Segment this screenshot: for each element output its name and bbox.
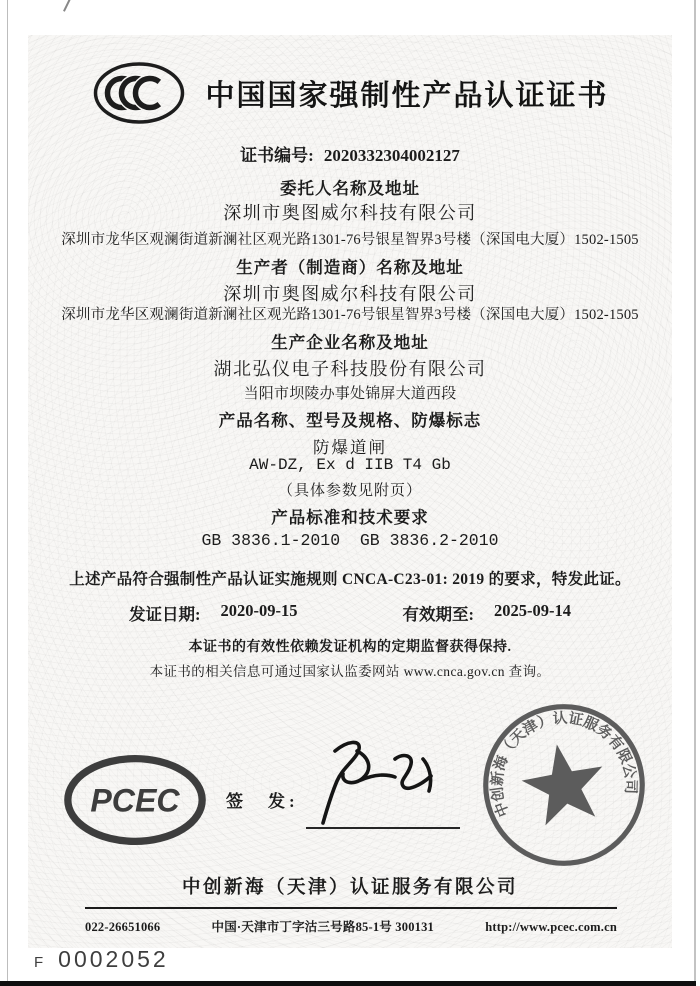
seal-star-icon	[517, 737, 611, 828]
factory-name: 湖北弘仪电子科技股份有限公司	[213, 359, 487, 379]
certificate-body	[28, 35, 672, 948]
product-note: （具体参数见附页）	[277, 483, 422, 499]
dates-row	[28, 601, 672, 625]
applicant-heading: 委托人名称及地址	[280, 179, 420, 198]
standard-value: GB 3836.1-2010 GB 3836.2-2010	[201, 531, 499, 550]
sign-label: 签 发:	[226, 792, 299, 811]
issue-date	[129, 601, 298, 625]
issuer-website: http://www.pcec.com.cn	[485, 920, 617, 934]
manufacturer-name: 深圳市奥图威尔科技有限公司	[223, 284, 477, 304]
company-seal-icon	[464, 685, 663, 884]
certificate-header	[28, 60, 672, 126]
scan-edge-right	[694, 0, 696, 986]
serial-number	[34, 946, 169, 973]
lookup-note: 本证书的相关信息可通过国家认监委网站 www.cnca.gov.cn 查询。	[149, 664, 551, 679]
product-model: AW-DZ, Ex d IIB T4 Gb	[249, 456, 451, 474]
certificate-number-label: 证书编号:	[240, 146, 314, 165]
serial-digits: 0002052	[58, 946, 169, 972]
footer-row	[85, 917, 617, 935]
conformity-statement: 上述产品符合强制性产品认证实施规则 CNCA-C23-01: 2019 的要求，特发此证。	[69, 571, 631, 588]
expiry-date-value: 2025-09-14	[494, 601, 571, 620]
ccc-logo-icon	[91, 60, 187, 126]
signature-icon	[291, 733, 469, 831]
scan-edge-bottom	[0, 981, 696, 986]
pcec-logo-text: PCEC	[90, 782, 180, 819]
product-name: 防爆道闸	[313, 438, 387, 457]
scan-artifact-mark	[63, 0, 71, 12]
scan-edge-left	[7, 0, 8, 986]
expiry-date-label: 有效期至:	[402, 605, 474, 624]
validity-note: 本证书的有效性依赖发证机构的定期监督获得保持.	[188, 640, 512, 655]
footer-divider	[85, 907, 617, 909]
issue-date-label: 发证日期:	[129, 605, 201, 624]
pcec-logo-icon	[62, 753, 208, 847]
certificate-title: 中国国家强制性产品认证证书	[205, 79, 609, 112]
issuer-phone: 022-26651066	[85, 920, 161, 934]
applicant-address: 深圳市龙华区观澜街道新澜社区观光路1301-76号银星智界3号楼（深国电大厦）1502-1505	[61, 232, 639, 248]
issuer-address: 中国·天津市丁字沽三号路85-1号 300131	[211, 920, 435, 934]
certificate-number	[28, 141, 672, 166]
certificate-number-value: 2020332304002127	[323, 146, 460, 165]
factory-heading: 生产企业名称及地址	[271, 333, 429, 352]
applicant-name: 深圳市奥图威尔科技有限公司	[223, 203, 477, 223]
signature-line	[306, 827, 460, 829]
seal-text: 中创新海（天津）认证服务有限公司	[489, 710, 639, 819]
issuer-company-name: 中创新海（天津）认证服务有限公司	[181, 878, 518, 898]
expiry-date	[403, 601, 572, 625]
issue-date-value: 2020-09-15	[220, 601, 298, 620]
standard-heading: 产品标准和技术要求	[271, 508, 429, 527]
factory-address: 当阳市坝陵办事处锦屏大道西段	[243, 386, 457, 402]
serial-prefix: F	[34, 954, 44, 971]
manufacturer-address: 深圳市龙华区观澜街道新澜社区观光路1301-76号银星智界3号楼（深国电大厦）1502-1505	[61, 307, 639, 323]
manufacturer-heading: 生产者（制造商）名称及地址	[236, 258, 464, 277]
product-heading: 产品名称、型号及规格、防爆标志	[218, 411, 482, 430]
